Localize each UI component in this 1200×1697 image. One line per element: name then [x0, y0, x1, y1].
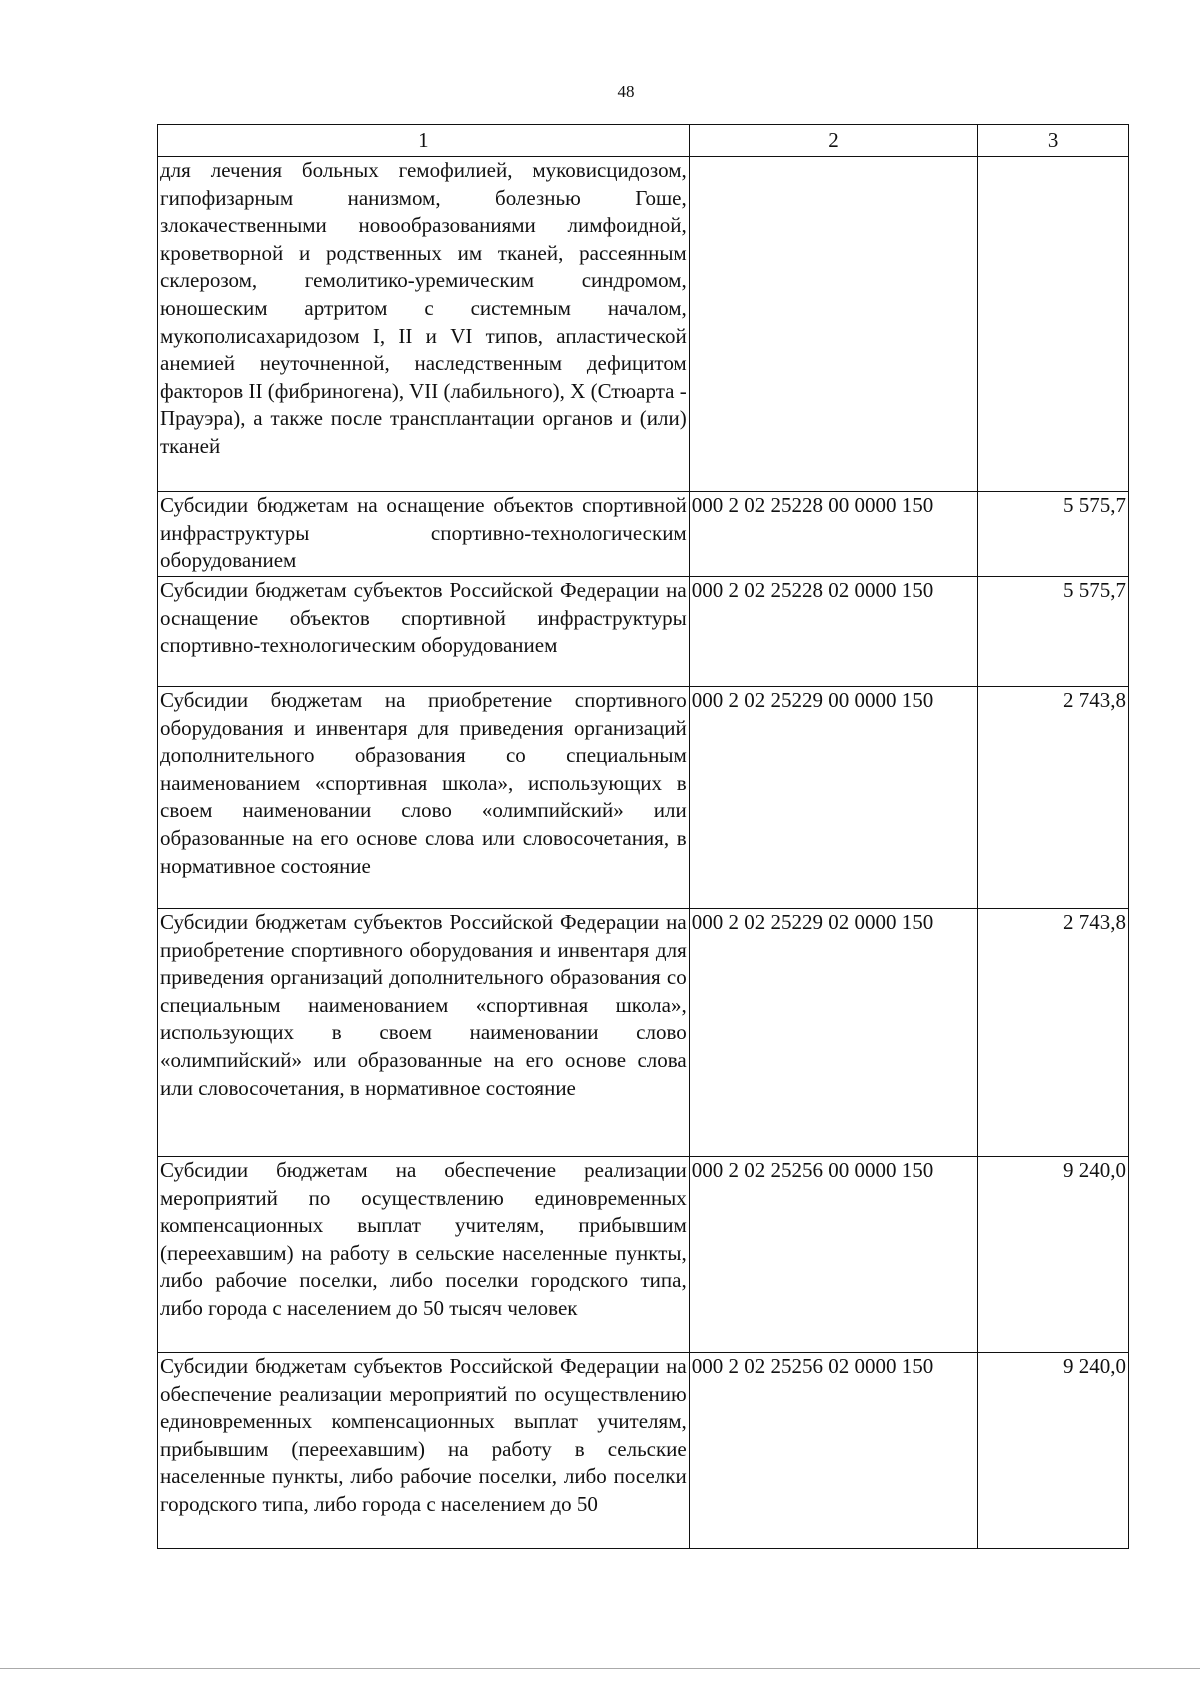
row-amount-cell: 9 240,0 [978, 1157, 1129, 1353]
row-code-cell: 000 2 02 25256 02 0000 150 [689, 1353, 977, 1549]
table-row [158, 1353, 1129, 1549]
row-amount-cell: 2 743,8 [978, 909, 1129, 1157]
row-name-cell: для лечения больных гемофилией, муковисцидозом, гипофизарным нанизмом, болезнью Гоше, злокачественными новообразованиями лимфоидной, кроветворной и родственных им тканей, рассеянным склерозом, гемолитико-уремическим синдромом, юношеским артритом с системным началом, мукополисахаридозом I, II и VI типов, апластической анемией неуточненной, наследственным дефицитом факторов II (фибриногена), VII (лабильного), X (Стюарта - Прауэра), а также после трансплантации органов и (или) тканей [158, 157, 690, 492]
row-code-cell: 000 2 02 25256 00 0000 150 [689, 1157, 977, 1353]
row-amount-cell: 9 240,0 [978, 1353, 1129, 1549]
row-amount-cell: 5 575,7 [978, 577, 1129, 687]
row-amount-cell: 5 575,7 [978, 492, 1129, 577]
table-row [158, 687, 1129, 909]
row-code-cell: 000 2 02 25228 00 0000 150 [689, 492, 977, 577]
budget-table [157, 124, 1129, 1549]
table-row [158, 1157, 1129, 1353]
scan-edge-line [0, 1668, 1200, 1669]
row-name-cell: Субсидии бюджетам на обеспечение реализации мероприятий по осуществлению единовременных компенсационных выплат учителям, прибывшим (переехавшим) на работу в сельские населенные пункты, либо рабочие поселки, либо поселки городского типа, либо города с населением до 50 тысяч человек [158, 1157, 690, 1353]
row-name-cell: Субсидии бюджетам на приобретение спортивного оборудования и инвентаря для приведения организаций дополнительного образования со специальным наименованием «спортивная школа», использующих в своем наименовании слово «олимпийский» или образованные на его основе слова или словосочетания, в нормативное состояние [158, 687, 690, 909]
row-amount-cell: 2 743,8 [978, 687, 1129, 909]
table-row [158, 909, 1129, 1157]
page-number: 48 [617, 82, 635, 101]
table-row [158, 577, 1129, 687]
table-row [158, 157, 1129, 492]
row-code-cell [689, 157, 977, 492]
column-header-2: 2 [689, 125, 977, 157]
row-amount-cell [978, 157, 1129, 492]
row-code-cell: 000 2 02 25229 02 0000 150 [689, 909, 977, 1157]
row-name-cell: Субсидии бюджетам субъектов Российской Федерации на приобретение спортивного оборудования и инвентаря для приведения организаций дополнительного образования со специальным наименованием «спортивная школа», использующих в своем наименовании слово «олимпийский» или образованные на его основе слова или словосочетания, в нормативное состояние [158, 909, 690, 1157]
row-code-cell: 000 2 02 25228 02 0000 150 [689, 577, 977, 687]
table-header-row [158, 125, 1129, 157]
table-row [158, 492, 1129, 577]
row-code-cell: 000 2 02 25229 00 0000 150 [689, 687, 977, 909]
row-name-cell: Субсидии бюджетам субъектов Российской Федерации на обеспечение реализации мероприятий по осуществлению единовременных компенсационных выплат учителям, прибывшим (переехавшим) на работу в сельские населенные пункты, либо рабочие поселки, либо поселки городского типа, либо города с населением до 50 [158, 1353, 690, 1549]
row-name-cell: Субсидии бюджетам на оснащение объектов спортивной инфраструктуры спортивно-технологическим оборудованием [158, 492, 690, 577]
column-header-3: 3 [978, 125, 1129, 157]
row-name-cell: Субсидии бюджетам субъектов Российской Федерации на оснащение объектов спортивной инфраструктуры спортивно-технологическим оборудованием [158, 577, 690, 687]
column-header-1: 1 [158, 125, 690, 157]
